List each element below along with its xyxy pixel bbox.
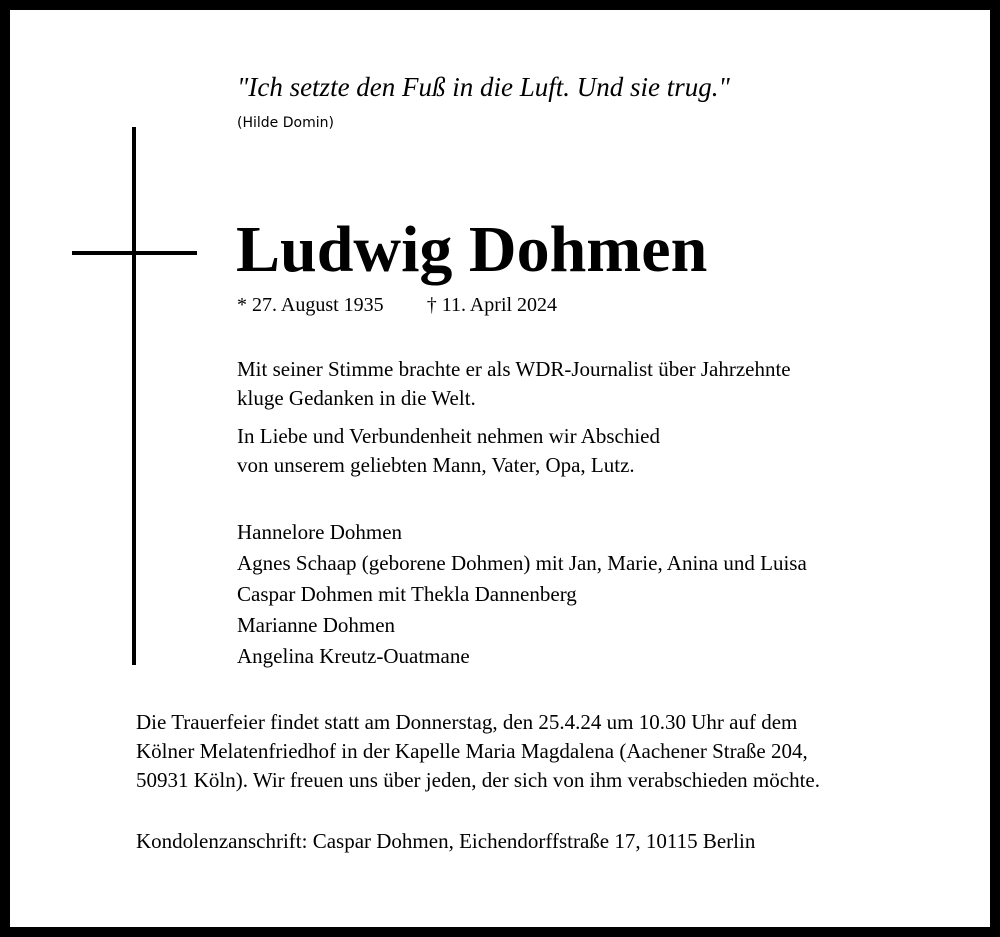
ceremony-line: Kölner Melatenfriedhof in der Kapelle Maria Magdalena (Aachener Straße 204, [136, 739, 808, 763]
cross-icon-horizontal-bar [72, 251, 197, 255]
tribute-line: kluge Gedanken in die Welt. [237, 386, 476, 410]
farewell-line: von unserem geliebten Mann, Vater, Opa, Lutz. [237, 453, 635, 477]
deceased-name: Ludwig Dohmen [236, 213, 708, 286]
farewell-text [237, 422, 660, 480]
condolence-address: Kondolenzanschrift: Caspar Dohmen, Eichendorffstraße 17, 10115 Berlin [136, 829, 756, 853]
farewell-line: In Liebe und Verbundenheit nehmen wir Abschied [237, 424, 661, 448]
death-date: † 11. April 2024 [426, 294, 558, 316]
funeral-ceremony-info [136, 708, 820, 795]
epigraph-author: (Hilde Domin) [237, 115, 334, 131]
tribute-text [237, 355, 791, 413]
mourner-name: Hannelore Dohmen [237, 520, 403, 544]
life-dates [237, 294, 557, 317]
mourner-name: Angelina Kreutz-Ouatmane [237, 644, 470, 668]
birth-date: * 27. August 1935 [237, 294, 384, 316]
epigraph-quote: "Ich setzte den Fuß in die Luft. Und sie trug." [237, 72, 730, 102]
mourners-list [237, 517, 807, 672]
ceremony-line: 50931 Köln). Wir freuen uns über jeden, der sich von ihm verabschieden möchte. [136, 768, 820, 792]
ceremony-line: Die Trauerfeier findet statt am Donnerstag, den 25.4.24 um 10.30 Uhr auf dem [136, 710, 798, 734]
cross-icon-vertical-bar [132, 127, 136, 665]
tribute-line: Mit seiner Stimme brachte er als WDR-Journalist über Jahrzehnte [237, 357, 791, 381]
mourner-name: Marianne Dohmen [237, 613, 396, 637]
mourner-name: Caspar Dohmen mit Thekla Dannenberg [237, 582, 577, 606]
mourner-name: Agnes Schaap (geborene Dohmen) mit Jan, Marie, Anina und Luisa [237, 551, 807, 575]
